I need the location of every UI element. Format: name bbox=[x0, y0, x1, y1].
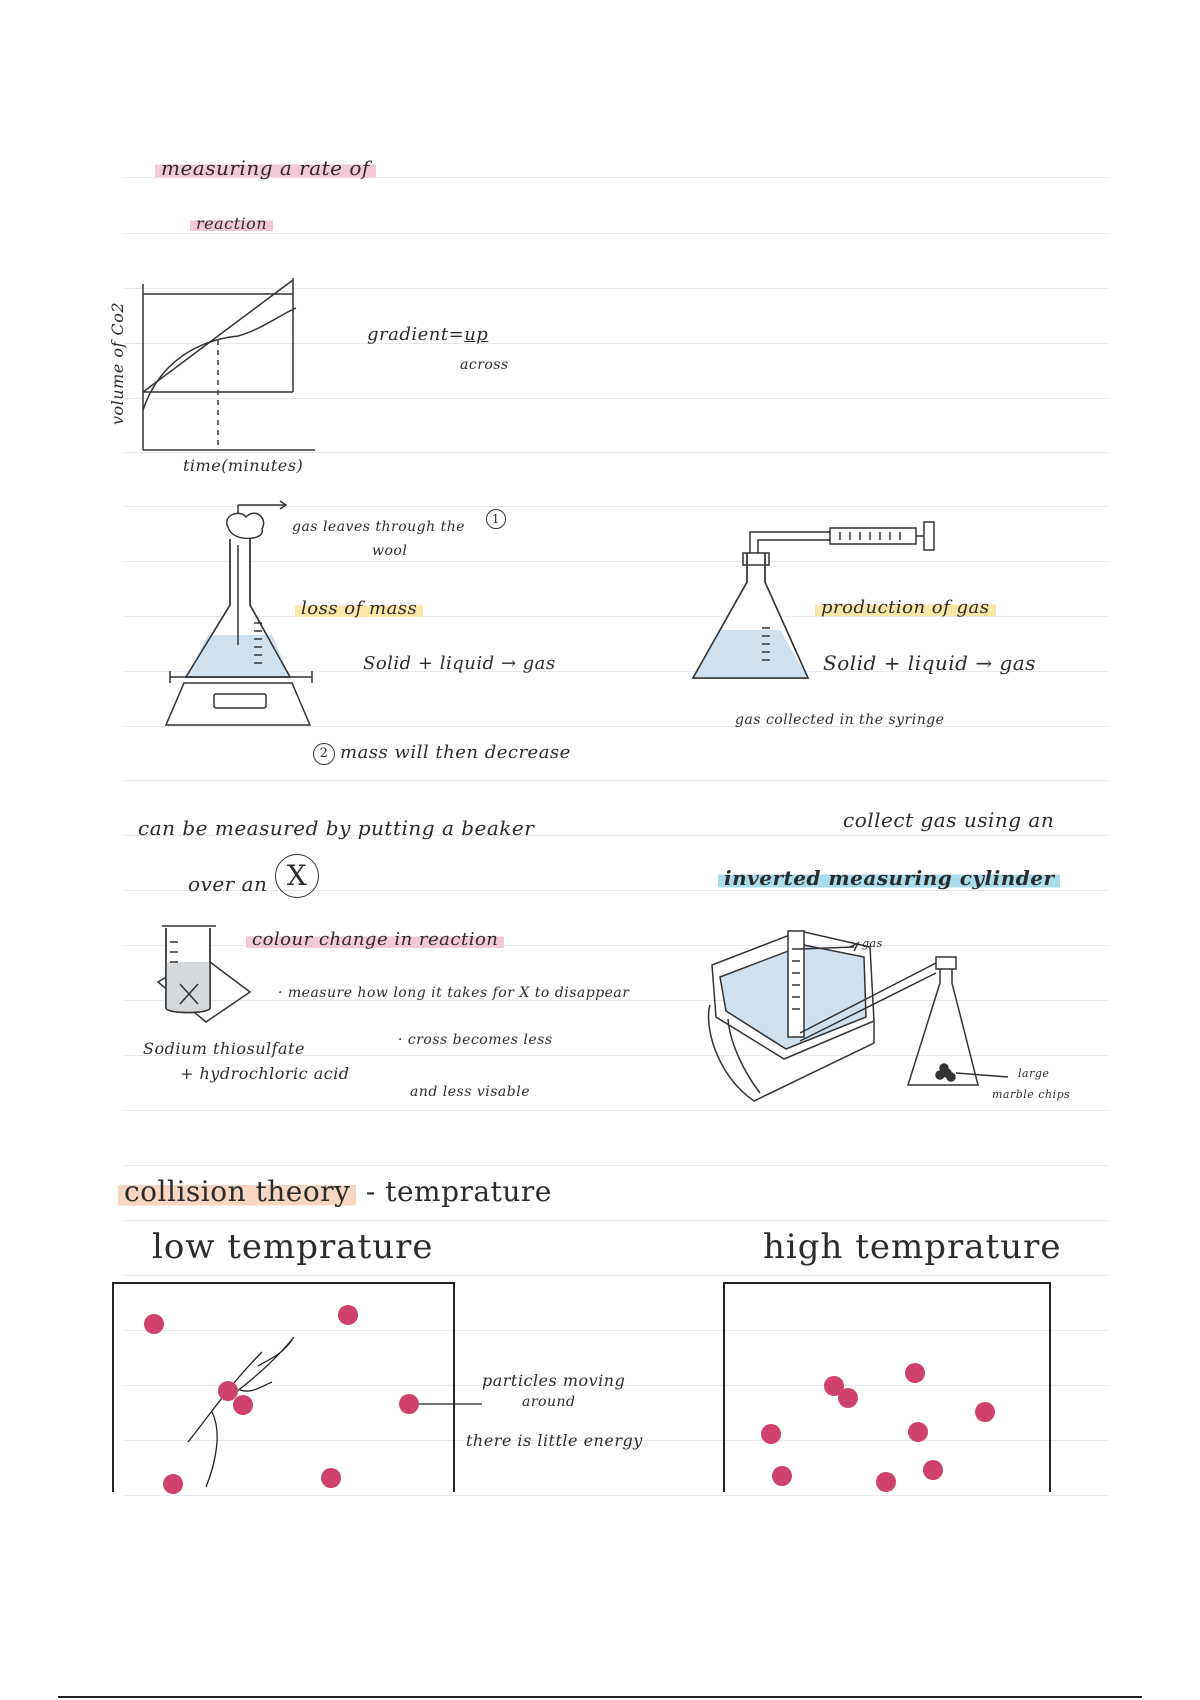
gas-label: gas bbox=[862, 937, 883, 950]
rate-graph bbox=[120, 270, 320, 470]
loss-of-mass-equation: Solid + liquid → gas bbox=[363, 653, 556, 674]
chips-line2: marble chips bbox=[992, 1088, 1071, 1101]
low-temp-box bbox=[112, 1282, 457, 1492]
graph-y-label: volume of Co2 bbox=[108, 301, 127, 425]
title-line1: measuring a rate of bbox=[155, 156, 376, 180]
beaker-over-cross bbox=[150, 922, 260, 1042]
production-note: gas collected in the syringe bbox=[735, 712, 945, 728]
colour-bullet1: · measure how long it takes for X to disappear bbox=[278, 985, 630, 1001]
gradient-denominator: across bbox=[460, 357, 509, 373]
colour-line1: can be measured by putting a beaker bbox=[138, 816, 535, 840]
colour-change-heading: colour change in reaction bbox=[246, 929, 504, 950]
energy-note: there is little energy bbox=[466, 1431, 643, 1450]
high-temp-box bbox=[723, 1282, 1053, 1492]
title-line2: reaction bbox=[190, 214, 273, 233]
cross-circle: X bbox=[275, 854, 319, 898]
step1-marker: 1 bbox=[486, 509, 506, 529]
gas-note-line2: wool bbox=[372, 543, 408, 559]
colour-line2: over an bbox=[188, 872, 268, 896]
gas-note-line1: gas leaves through the bbox=[292, 519, 466, 535]
gradient-label: gradient=up bbox=[367, 324, 489, 345]
production-equation: Solid + liquid → gas bbox=[823, 651, 1036, 675]
bottom-rule bbox=[58, 1696, 1142, 1698]
collision-heading: collision theory - temprature bbox=[118, 1175, 552, 1208]
step2-marker: 2 bbox=[313, 743, 335, 765]
loss-of-mass-heading: loss of mass bbox=[295, 598, 423, 619]
colour-bullet2: · cross becomes less bbox=[398, 1032, 553, 1048]
step2-text: mass will then decrease bbox=[340, 742, 571, 763]
low-temp-label: low temprature bbox=[152, 1227, 434, 1267]
production-of-gas-heading: production of gas bbox=[815, 597, 996, 618]
cylinder-line1: collect gas using an bbox=[843, 808, 1055, 832]
high-temp-label: high temprature bbox=[763, 1227, 1062, 1267]
reagent-line1: Sodium thiosulfate bbox=[143, 1039, 305, 1058]
chips-line1: large bbox=[1018, 1067, 1050, 1080]
particle-note-line1: particles moving bbox=[482, 1371, 626, 1390]
particle-note-line2: around bbox=[522, 1394, 576, 1410]
graph-x-label: time(minutes) bbox=[183, 456, 304, 475]
reagent-line2: + hydrochloric acid bbox=[180, 1064, 350, 1083]
colour-bullet3: and less visable bbox=[410, 1084, 530, 1100]
inverted-cylinder-heading: inverted measuring cylinder bbox=[718, 866, 1060, 890]
gas-arrow-icon bbox=[270, 500, 290, 510]
